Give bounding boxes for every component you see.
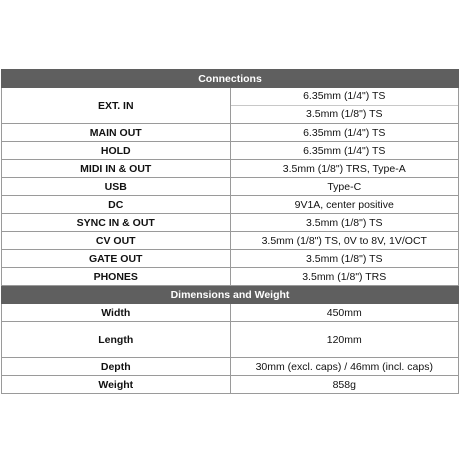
row-value: 3.5mm (1/8") TS	[230, 214, 459, 232]
row-value: 450mm	[230, 304, 459, 322]
table-row	[2, 376, 459, 394]
value-line: 6.35mm (1/4") TS	[303, 90, 386, 102]
table-row	[2, 124, 459, 142]
section-header-dimensions	[2, 286, 459, 304]
value-line: 3.5mm (1/8") TS	[231, 105, 459, 123]
table-row	[2, 358, 459, 376]
row-value: 120mm	[230, 322, 459, 358]
row-label-cv-out: CV OUT	[2, 232, 231, 250]
row-value	[230, 88, 459, 124]
table-row	[2, 250, 459, 268]
row-value: 30mm (excl. caps) / 46mm (incl. caps)	[230, 358, 459, 376]
section-title: Connections	[2, 70, 459, 88]
row-value: 3.5mm (1/8") TS, 0V to 8V, 1V/OCT	[230, 232, 459, 250]
row-value: 6.35mm (1/4") TS	[230, 142, 459, 160]
table-row	[2, 322, 459, 358]
section-title: Dimensions and Weight	[2, 286, 459, 304]
table-row	[2, 304, 459, 322]
row-value: 9V1A, center positive	[230, 196, 459, 214]
row-label-weight: Weight	[2, 376, 231, 394]
row-value: 6.35mm (1/4") TS	[230, 124, 459, 142]
row-label-ext-in: EXT. IN	[2, 88, 231, 124]
row-label-length: Length	[2, 322, 231, 358]
row-label-sync: SYNC IN & OUT	[2, 214, 231, 232]
row-value: 858g	[230, 376, 459, 394]
row-label-main-out: MAIN OUT	[2, 124, 231, 142]
row-value: 3.5mm (1/8") TRS, Type-A	[230, 160, 459, 178]
table-row	[2, 160, 459, 178]
row-label-gate-out: GATE OUT	[2, 250, 231, 268]
table-row	[2, 196, 459, 214]
row-label-hold: HOLD	[2, 142, 231, 160]
table-row	[2, 178, 459, 196]
row-value: 3.5mm (1/8") TRS	[230, 268, 459, 286]
table-row	[2, 88, 459, 124]
row-value: Type-C	[230, 178, 459, 196]
row-label-phones: PHONES	[2, 268, 231, 286]
row-label-dc: DC	[2, 196, 231, 214]
table-row	[2, 268, 459, 286]
table-row	[2, 214, 459, 232]
row-label-depth: Depth	[2, 358, 231, 376]
row-label-width: Width	[2, 304, 231, 322]
table-row	[2, 232, 459, 250]
row-label-usb: USB	[2, 178, 231, 196]
table-row	[2, 142, 459, 160]
section-header-connections	[2, 70, 459, 88]
row-value: 3.5mm (1/8") TS	[230, 250, 459, 268]
row-label-midi: MIDI IN & OUT	[2, 160, 231, 178]
spec-table	[1, 69, 459, 394]
